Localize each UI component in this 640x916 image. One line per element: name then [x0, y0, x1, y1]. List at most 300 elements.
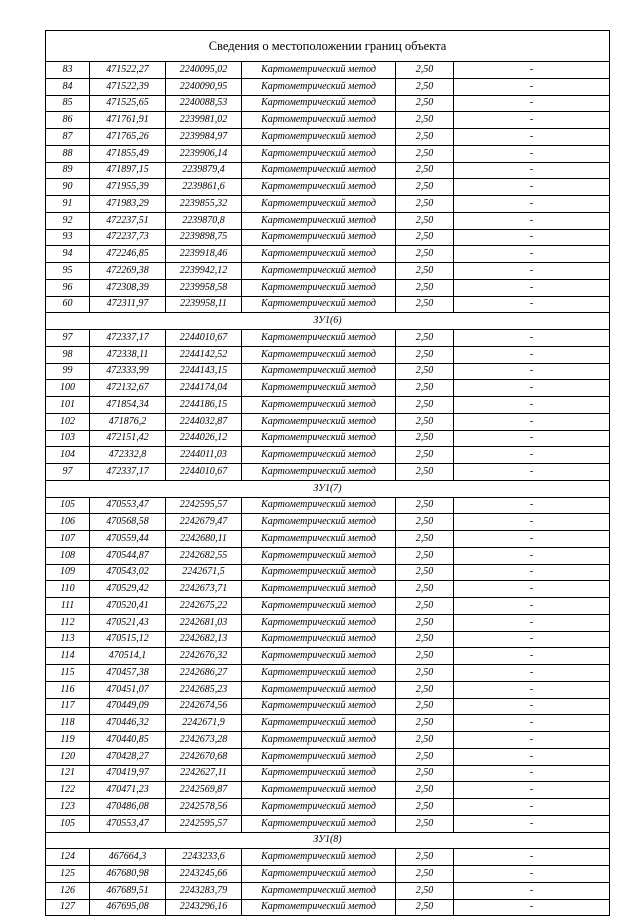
accuracy-cell: 2,50	[396, 514, 454, 531]
method-cell: Картометрический метод	[242, 882, 396, 899]
accuracy-cell: 2,50	[396, 145, 454, 162]
y-coordinate-cell: 2243296,16	[166, 899, 242, 916]
x-coordinate-cell: 470529,42	[90, 581, 166, 598]
y-coordinate-cell: 2243283,79	[166, 882, 242, 899]
x-coordinate-cell: 472333,99	[90, 363, 166, 380]
method-cell: Картометрический метод	[242, 698, 396, 715]
x-coordinate-cell: 471897,15	[90, 162, 166, 179]
point-number-cell: 88	[46, 145, 90, 162]
point-number-cell: 97	[46, 464, 90, 481]
description-cell: -	[454, 229, 610, 246]
table-row	[46, 564, 610, 581]
description-cell: -	[454, 497, 610, 514]
x-coordinate-cell: 470457,38	[90, 665, 166, 682]
description-cell: -	[454, 145, 610, 162]
description-cell: -	[454, 799, 610, 816]
description-cell: -	[454, 179, 610, 196]
description-cell: -	[454, 296, 610, 313]
x-coordinate-cell: 470419,97	[90, 765, 166, 782]
table-row	[46, 799, 610, 816]
y-coordinate-cell: 2242686,27	[166, 665, 242, 682]
point-number-cell: 98	[46, 346, 90, 363]
x-coordinate-cell: 467695,08	[90, 899, 166, 916]
description-cell: -	[454, 129, 610, 146]
x-coordinate-cell: 471983,29	[90, 196, 166, 213]
point-number-cell: 118	[46, 715, 90, 732]
point-number-cell: 125	[46, 866, 90, 883]
accuracy-cell: 2,50	[396, 899, 454, 916]
y-coordinate-cell: 2242569,87	[166, 782, 242, 799]
description-cell: -	[454, 631, 610, 648]
x-coordinate-cell: 472311,97	[90, 296, 166, 313]
method-cell: Картометрический метод	[242, 648, 396, 665]
section-row	[46, 480, 610, 497]
accuracy-cell: 2,50	[396, 665, 454, 682]
y-coordinate-cell: 2239879,4	[166, 162, 242, 179]
point-number-cell: 90	[46, 179, 90, 196]
method-cell: Картометрический метод	[242, 145, 396, 162]
method-cell: Картометрический метод	[242, 732, 396, 749]
table-row	[46, 849, 610, 866]
method-cell: Картометрический метод	[242, 564, 396, 581]
point-number-cell: 123	[46, 799, 90, 816]
accuracy-cell: 2,50	[396, 581, 454, 598]
description-cell: -	[454, 765, 610, 782]
y-coordinate-cell: 2242673,71	[166, 581, 242, 598]
method-cell: Картометрический метод	[242, 296, 396, 313]
y-coordinate-cell: 2239870,8	[166, 212, 242, 229]
description-cell: -	[454, 413, 610, 430]
point-number-cell: 113	[46, 631, 90, 648]
method-cell: Картометрический метод	[242, 665, 396, 682]
x-coordinate-cell: 470515,12	[90, 631, 166, 648]
description-cell: -	[454, 196, 610, 213]
description-cell: -	[454, 882, 610, 899]
accuracy-cell: 2,50	[396, 598, 454, 615]
x-coordinate-cell: 472237,73	[90, 229, 166, 246]
method-cell: Картометрический метод	[242, 531, 396, 548]
method-cell: Картометрический метод	[242, 497, 396, 514]
table-row	[46, 681, 610, 698]
description-cell: -	[454, 62, 610, 79]
y-coordinate-cell: 2240090,95	[166, 78, 242, 95]
description-cell: -	[454, 732, 610, 749]
description-cell: -	[454, 866, 610, 883]
point-number-cell: 127	[46, 899, 90, 916]
table-row	[46, 212, 610, 229]
x-coordinate-cell: 470553,47	[90, 815, 166, 832]
x-coordinate-cell: 470568,58	[90, 514, 166, 531]
table-row	[46, 363, 610, 380]
accuracy-cell: 2,50	[396, 732, 454, 749]
y-coordinate-cell: 2242595,57	[166, 497, 242, 514]
y-coordinate-cell: 2239958,11	[166, 296, 242, 313]
description-cell: -	[454, 447, 610, 464]
table-row	[46, 78, 610, 95]
description-cell: -	[454, 849, 610, 866]
point-number-cell: 115	[46, 665, 90, 682]
description-cell: -	[454, 279, 610, 296]
y-coordinate-cell: 2242671,5	[166, 564, 242, 581]
accuracy-cell: 2,50	[396, 765, 454, 782]
section-label: ЗУ1(7)	[46, 480, 610, 497]
accuracy-cell: 2,50	[396, 614, 454, 631]
accuracy-cell: 2,50	[396, 815, 454, 832]
x-coordinate-cell: 472308,39	[90, 279, 166, 296]
method-cell: Картометрический метод	[242, 430, 396, 447]
point-number-cell: 126	[46, 882, 90, 899]
y-coordinate-cell: 2239855,32	[166, 196, 242, 213]
point-number-cell: 100	[46, 380, 90, 397]
description-cell: -	[454, 263, 610, 280]
y-coordinate-cell: 2244143,15	[166, 363, 242, 380]
point-number-cell: 105	[46, 497, 90, 514]
description-cell: -	[454, 212, 610, 229]
description-cell: -	[454, 95, 610, 112]
point-number-cell: 96	[46, 279, 90, 296]
y-coordinate-cell: 2239958,58	[166, 279, 242, 296]
y-coordinate-cell: 2244010,67	[166, 464, 242, 481]
table-row	[46, 330, 610, 347]
table-row	[46, 631, 610, 648]
point-number-cell: 99	[46, 363, 90, 380]
description-cell: -	[454, 614, 610, 631]
accuracy-cell: 2,50	[396, 279, 454, 296]
accuracy-cell: 2,50	[396, 849, 454, 866]
y-coordinate-cell: 2242682,55	[166, 547, 242, 564]
accuracy-cell: 2,50	[396, 782, 454, 799]
table-row	[46, 581, 610, 598]
table-row	[46, 765, 610, 782]
accuracy-cell: 2,50	[396, 129, 454, 146]
x-coordinate-cell: 470451,07	[90, 681, 166, 698]
description-cell: -	[454, 246, 610, 263]
x-coordinate-cell: 472132,67	[90, 380, 166, 397]
description-cell: -	[454, 330, 610, 347]
method-cell: Картометрический метод	[242, 614, 396, 631]
method-cell: Картометрический метод	[242, 866, 396, 883]
description-cell: -	[454, 715, 610, 732]
x-coordinate-cell: 471525,65	[90, 95, 166, 112]
accuracy-cell: 2,50	[396, 564, 454, 581]
y-coordinate-cell: 2242671,9	[166, 715, 242, 732]
method-cell: Картометрический метод	[242, 413, 396, 430]
y-coordinate-cell: 2239942,12	[166, 263, 242, 280]
accuracy-cell: 2,50	[396, 447, 454, 464]
table-row	[46, 112, 610, 129]
y-coordinate-cell: 2242595,57	[166, 815, 242, 832]
accuracy-cell: 2,50	[396, 681, 454, 698]
point-number-cell: 86	[46, 112, 90, 129]
method-cell: Картометрический метод	[242, 263, 396, 280]
x-coordinate-cell: 471765,26	[90, 129, 166, 146]
x-coordinate-cell: 470514,1	[90, 648, 166, 665]
description-cell: -	[454, 531, 610, 548]
y-coordinate-cell: 2240088,53	[166, 95, 242, 112]
x-coordinate-cell: 472337,17	[90, 330, 166, 347]
accuracy-cell: 2,50	[396, 799, 454, 816]
x-coordinate-cell: 472151,42	[90, 430, 166, 447]
accuracy-cell: 2,50	[396, 346, 454, 363]
accuracy-cell: 2,50	[396, 531, 454, 548]
boundary-table-sheet	[45, 30, 609, 916]
x-coordinate-cell: 470440,85	[90, 732, 166, 749]
accuracy-cell: 2,50	[396, 464, 454, 481]
x-coordinate-cell: 470521,43	[90, 614, 166, 631]
accuracy-cell: 2,50	[396, 882, 454, 899]
accuracy-cell: 2,50	[396, 246, 454, 263]
point-number-cell: 122	[46, 782, 90, 799]
description-cell: -	[454, 698, 610, 715]
y-coordinate-cell: 2242674,56	[166, 698, 242, 715]
point-number-cell: 89	[46, 162, 90, 179]
description-cell: -	[454, 397, 610, 414]
accuracy-cell: 2,50	[396, 380, 454, 397]
x-coordinate-cell: 472237,51	[90, 212, 166, 229]
table-body	[46, 62, 610, 916]
description-cell: -	[454, 430, 610, 447]
accuracy-cell: 2,50	[396, 497, 454, 514]
point-number-cell: 111	[46, 598, 90, 615]
method-cell: Картометрический метод	[242, 112, 396, 129]
table-row	[46, 397, 610, 414]
accuracy-cell: 2,50	[396, 196, 454, 213]
y-coordinate-cell: 2243245,66	[166, 866, 242, 883]
x-coordinate-cell: 471855,49	[90, 145, 166, 162]
table-row	[46, 196, 610, 213]
point-number-cell: 121	[46, 765, 90, 782]
y-coordinate-cell: 2244174,04	[166, 380, 242, 397]
accuracy-cell: 2,50	[396, 631, 454, 648]
point-number-cell: 92	[46, 212, 90, 229]
description-cell: -	[454, 748, 610, 765]
y-coordinate-cell: 2244026,12	[166, 430, 242, 447]
method-cell: Картометрический метод	[242, 196, 396, 213]
y-coordinate-cell: 2242680,11	[166, 531, 242, 548]
table-row	[46, 413, 610, 430]
x-coordinate-cell: 471522,27	[90, 62, 166, 79]
accuracy-cell: 2,50	[396, 397, 454, 414]
method-cell: Картометрический метод	[242, 330, 396, 347]
description-cell: -	[454, 815, 610, 832]
table-row	[46, 815, 610, 832]
x-coordinate-cell: 470486,08	[90, 799, 166, 816]
table-row	[46, 263, 610, 280]
method-cell: Картометрический метод	[242, 62, 396, 79]
x-coordinate-cell: 472269,38	[90, 263, 166, 280]
description-cell: -	[454, 665, 610, 682]
section-label: ЗУ1(8)	[46, 832, 610, 849]
table-row	[46, 614, 610, 631]
description-cell: -	[454, 547, 610, 564]
point-number-cell: 105	[46, 815, 90, 832]
method-cell: Картометрический метод	[242, 212, 396, 229]
y-coordinate-cell: 2242685,23	[166, 681, 242, 698]
table-row	[46, 732, 610, 749]
y-coordinate-cell: 2242679,47	[166, 514, 242, 531]
table-row	[46, 464, 610, 481]
point-number-cell: 103	[46, 430, 90, 447]
method-cell: Картометрический метод	[242, 129, 396, 146]
table-row	[46, 866, 610, 883]
method-cell: Картометрический метод	[242, 95, 396, 112]
point-number-cell: 112	[46, 614, 90, 631]
method-cell: Картометрический метод	[242, 849, 396, 866]
method-cell: Картометрический метод	[242, 598, 396, 615]
table-row	[46, 698, 610, 715]
description-cell: -	[454, 162, 610, 179]
x-coordinate-cell: 470449,09	[90, 698, 166, 715]
method-cell: Картометрический метод	[242, 899, 396, 916]
x-coordinate-cell: 467680,98	[90, 866, 166, 883]
description-cell: -	[454, 581, 610, 598]
method-cell: Картометрический метод	[242, 380, 396, 397]
accuracy-cell: 2,50	[396, 330, 454, 347]
section-row	[46, 313, 610, 330]
point-number-cell: 60	[46, 296, 90, 313]
y-coordinate-cell: 2242670,68	[166, 748, 242, 765]
accuracy-cell: 2,50	[396, 547, 454, 564]
x-coordinate-cell: 470446,32	[90, 715, 166, 732]
x-coordinate-cell: 471955,39	[90, 179, 166, 196]
table-row	[46, 296, 610, 313]
method-cell: Картометрический метод	[242, 229, 396, 246]
table-row	[46, 179, 610, 196]
method-cell: Картометрический метод	[242, 782, 396, 799]
method-cell: Картометрический метод	[242, 179, 396, 196]
description-cell: -	[454, 346, 610, 363]
point-number-cell: 95	[46, 263, 90, 280]
point-number-cell: 102	[46, 413, 90, 430]
method-cell: Картометрический метод	[242, 363, 396, 380]
method-cell: Картометрический метод	[242, 547, 396, 564]
table-row	[46, 229, 610, 246]
method-cell: Картометрический метод	[242, 581, 396, 598]
x-coordinate-cell: 470471,23	[90, 782, 166, 799]
point-number-cell: 106	[46, 514, 90, 531]
point-number-cell: 83	[46, 62, 90, 79]
method-cell: Картометрический метод	[242, 346, 396, 363]
x-coordinate-cell: 470544,87	[90, 547, 166, 564]
y-coordinate-cell: 2239984,97	[166, 129, 242, 146]
y-coordinate-cell: 2243233,6	[166, 849, 242, 866]
point-number-cell: 124	[46, 849, 90, 866]
point-number-cell: 97	[46, 330, 90, 347]
accuracy-cell: 2,50	[396, 162, 454, 179]
x-coordinate-cell: 471876,2	[90, 413, 166, 430]
accuracy-cell: 2,50	[396, 648, 454, 665]
section-label: ЗУ1(6)	[46, 313, 610, 330]
y-coordinate-cell: 2242675,22	[166, 598, 242, 615]
table-row	[46, 62, 610, 79]
y-coordinate-cell: 2242578,56	[166, 799, 242, 816]
table-row	[46, 648, 610, 665]
y-coordinate-cell: 2239861,6	[166, 179, 242, 196]
y-coordinate-cell: 2244010,67	[166, 330, 242, 347]
accuracy-cell: 2,50	[396, 95, 454, 112]
description-cell: -	[454, 782, 610, 799]
description-cell: -	[454, 380, 610, 397]
method-cell: Картометрический метод	[242, 765, 396, 782]
x-coordinate-cell: 470520,41	[90, 598, 166, 615]
table-row	[46, 782, 610, 799]
method-cell: Картометрический метод	[242, 715, 396, 732]
y-coordinate-cell: 2239906,14	[166, 145, 242, 162]
accuracy-cell: 2,50	[396, 363, 454, 380]
point-number-cell: 94	[46, 246, 90, 263]
description-cell: -	[454, 598, 610, 615]
y-coordinate-cell: 2244142,52	[166, 346, 242, 363]
table-row	[46, 447, 610, 464]
point-number-cell: 119	[46, 732, 90, 749]
x-coordinate-cell: 472337,17	[90, 464, 166, 481]
point-number-cell: 117	[46, 698, 90, 715]
y-coordinate-cell: 2242627,11	[166, 765, 242, 782]
x-coordinate-cell: 471854,34	[90, 397, 166, 414]
x-coordinate-cell: 472338,11	[90, 346, 166, 363]
x-coordinate-cell: 470428,27	[90, 748, 166, 765]
point-number-cell: 101	[46, 397, 90, 414]
method-cell: Картометрический метод	[242, 631, 396, 648]
point-number-cell: 93	[46, 229, 90, 246]
table-row	[46, 598, 610, 615]
table-row	[46, 531, 610, 548]
method-cell: Картометрический метод	[242, 447, 396, 464]
accuracy-cell: 2,50	[396, 430, 454, 447]
accuracy-cell: 2,50	[396, 112, 454, 129]
accuracy-cell: 2,50	[396, 866, 454, 883]
method-cell: Картометрический метод	[242, 162, 396, 179]
accuracy-cell: 2,50	[396, 715, 454, 732]
accuracy-cell: 2,50	[396, 263, 454, 280]
point-number-cell: 91	[46, 196, 90, 213]
method-cell: Картометрический метод	[242, 815, 396, 832]
y-coordinate-cell: 2242673,28	[166, 732, 242, 749]
table-row	[46, 380, 610, 397]
y-coordinate-cell: 2240095,02	[166, 62, 242, 79]
y-coordinate-cell: 2242681,03	[166, 614, 242, 631]
table-row	[46, 145, 610, 162]
table-row	[46, 346, 610, 363]
table-row	[46, 514, 610, 531]
method-cell: Картометрический метод	[242, 246, 396, 263]
table-row	[46, 95, 610, 112]
y-coordinate-cell: 2239898,75	[166, 229, 242, 246]
point-number-cell: 109	[46, 564, 90, 581]
point-number-cell: 114	[46, 648, 90, 665]
table-row	[46, 899, 610, 916]
x-coordinate-cell: 470543,02	[90, 564, 166, 581]
point-number-cell: 87	[46, 129, 90, 146]
description-cell: -	[454, 514, 610, 531]
description-cell: -	[454, 899, 610, 916]
accuracy-cell: 2,50	[396, 212, 454, 229]
description-cell: -	[454, 78, 610, 95]
method-cell: Картометрический метод	[242, 397, 396, 414]
method-cell: Картометрический метод	[242, 279, 396, 296]
accuracy-cell: 2,50	[396, 62, 454, 79]
y-coordinate-cell: 2239981,02	[166, 112, 242, 129]
y-coordinate-cell: 2239918,46	[166, 246, 242, 263]
x-coordinate-cell: 471522,39	[90, 78, 166, 95]
table-row	[46, 430, 610, 447]
accuracy-cell: 2,50	[396, 698, 454, 715]
description-cell: -	[454, 681, 610, 698]
table-row	[46, 665, 610, 682]
boundary-coordinates-table	[45, 30, 610, 916]
x-coordinate-cell: 472246,85	[90, 246, 166, 263]
table-row	[46, 882, 610, 899]
